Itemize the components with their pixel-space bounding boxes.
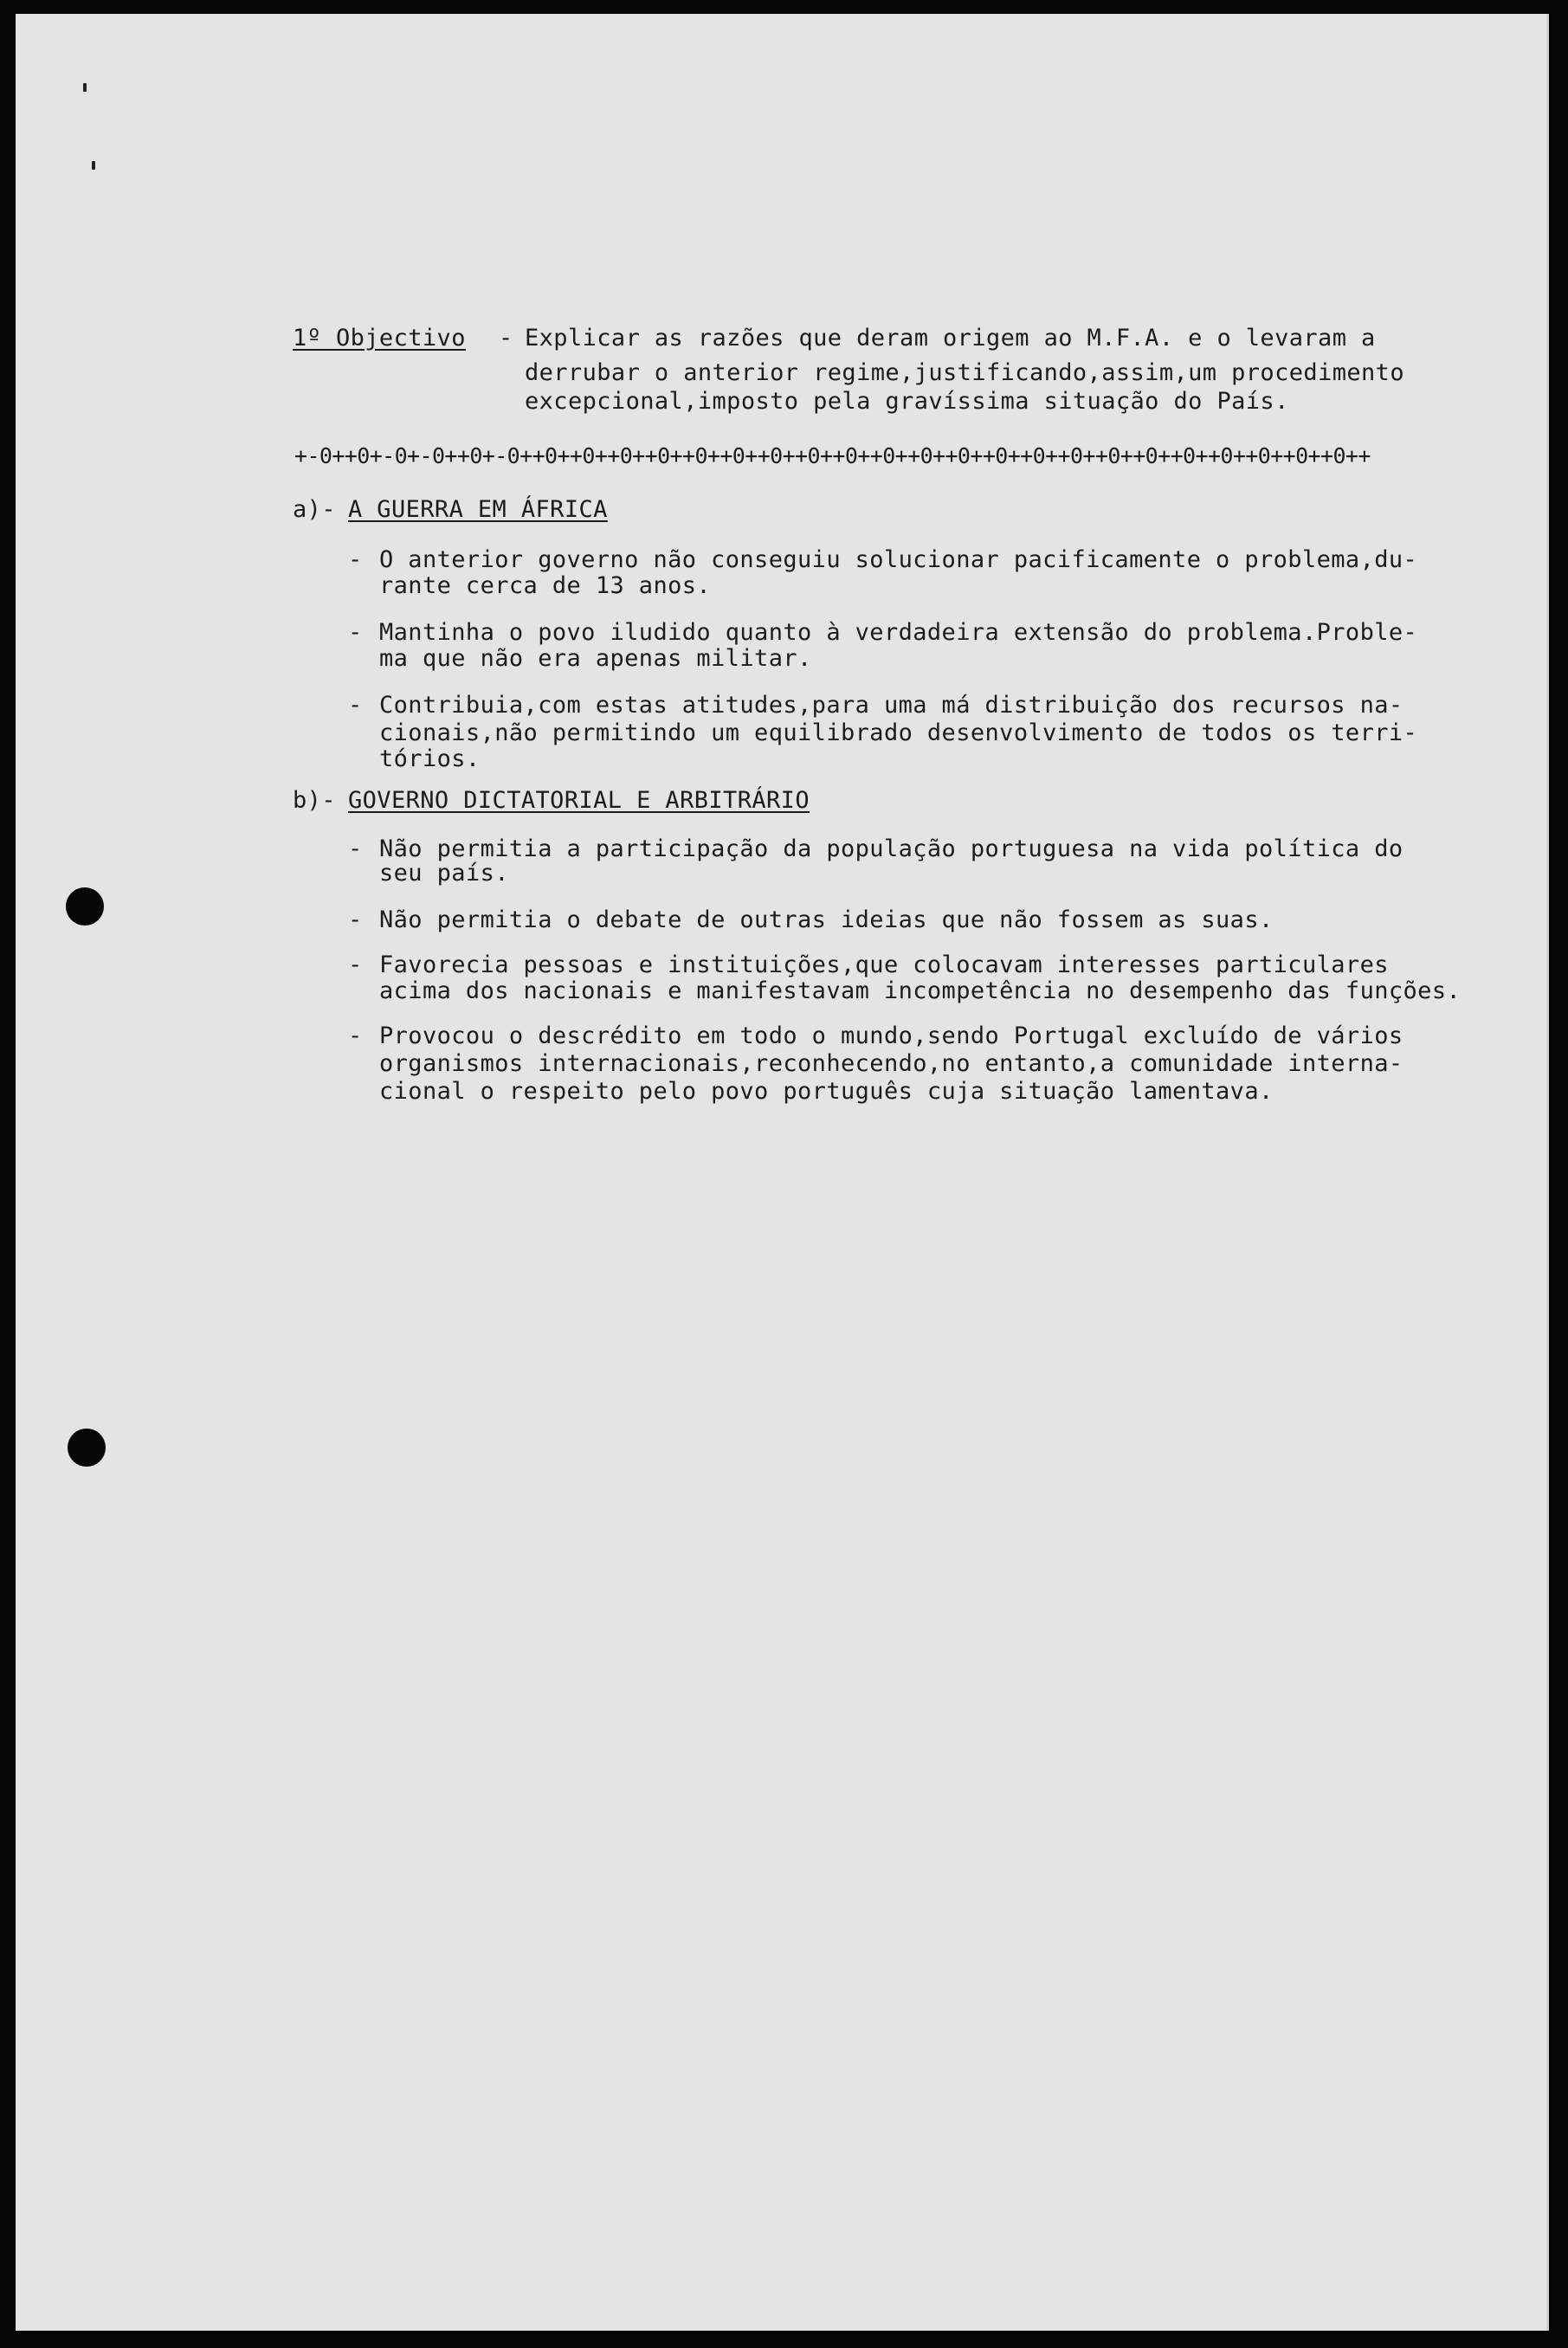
section-b-item-4-line-1: Provocou o descrédito em todo o mundo,sendo Portugal excluído de vários	[379, 1022, 1403, 1049]
section-b-item-3-line-2: acima dos nacionais e manifestavam incompetência no desempenho das funções.	[379, 977, 1462, 1004]
objective-dash: -	[499, 325, 513, 352]
separator-line: +-0++0+-0+-0++0+-0++0++0++0++0++0++0++0++0++0++0++0++0++0++0++0++0++0++0++0++0++0++0++	[294, 443, 1371, 468]
section-a-item-3-line-2: cionais,não permitindo um equilibrado desenvolvimento de todos os terri-	[379, 719, 1418, 746]
objective-line-2: derrubar o anterior regime,justificando,assim,um procedimento	[525, 359, 1404, 386]
section-b-item-2-line-1: Não permitia o debate de outras ideias que não fossem as suas.	[379, 906, 1274, 933]
section-b-item-4-bullet: -	[348, 1022, 363, 1049]
objective-line-3: excepcional,imposto pela gravíssima situação do País.	[525, 388, 1289, 415]
section-b-item-1-line-1: Não permitia a participação da população portuguesa na vida política do	[379, 835, 1403, 862]
section-a-item-2-line-1: Mantinha o povo iludido quanto à verdadeira extensão do problema.Proble-	[379, 619, 1418, 646]
section-a-marker: a)-	[293, 496, 336, 523]
section-a-item-3-line-1: Contribuia,com estas atitudes,para uma má distribuição dos recursos na-	[379, 692, 1403, 719]
section-b-item-4-line-3: cional o respeito pelo povo português cuja situação lamentava.	[379, 1078, 1274, 1105]
section-b-item-2-bullet: -	[348, 906, 363, 933]
section-b-item-1-bullet: -	[348, 835, 363, 862]
section-a-item-1-line-2: rante cerca de 13 anos.	[379, 572, 712, 599]
objective-label: 1º Objectivo	[293, 325, 466, 352]
section-b-item-4-line-2: organismos internacionais,reconhecendo,no entanto,a comunidade interna-	[379, 1050, 1403, 1077]
section-b-marker: b)-	[293, 787, 336, 814]
section-a-heading: A GUERRA EM ÁFRICA	[348, 496, 608, 523]
section-a-item-3-line-3: tórios.	[379, 745, 481, 772]
section-a-item-1-bullet: -	[348, 546, 363, 573]
section-a-item-1-line-1: O anterior governo não conseguiu solucionar pacificamente o problema,du-	[379, 546, 1418, 573]
section-b-heading: GOVERNO DICTATORIAL E ARBITRÁRIO	[348, 787, 810, 814]
section-a-item-2-bullet: -	[348, 619, 363, 646]
section-b-item-1-line-2: seu país.	[379, 860, 509, 887]
section-a-item-3-bullet: -	[348, 692, 363, 719]
section-a-item-2-line-2: ma que não era apenas militar.	[379, 645, 812, 672]
objective-line-1: Explicar as razões que deram origem ao M.F.A. e o levaram a	[525, 325, 1376, 352]
section-b-item-3-bullet: -	[348, 951, 363, 978]
section-b-item-3-line-1: Favorecia pessoas e instituições,que colocavam interesses particulares	[379, 951, 1389, 978]
